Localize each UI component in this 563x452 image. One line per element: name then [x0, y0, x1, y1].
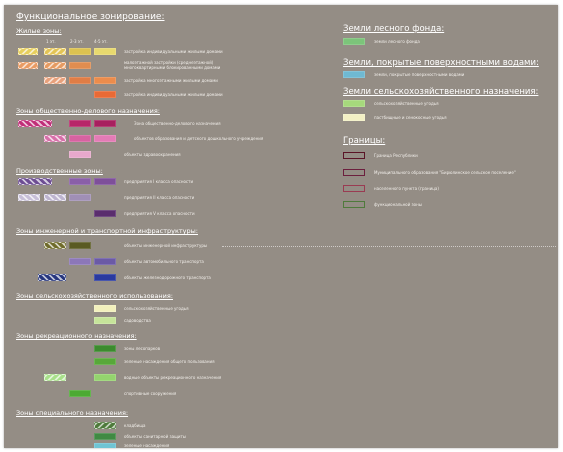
- swatch-rekr-4: [69, 390, 91, 397]
- swatch-zhilye-2c: [69, 62, 91, 69]
- label-gr-1: Граница Республики: [374, 153, 418, 158]
- section-title-sh: Земли сельскохозяйственного назначения:: [343, 87, 539, 97]
- swatch-obsh-2b: [69, 135, 91, 142]
- swatch-obsh-2a: [44, 135, 66, 142]
- label-sh-1: сельскохозяйственные угодья: [374, 101, 439, 106]
- label-proizv-3: предприятия V класса опасности: [124, 211, 195, 216]
- label-obsh-1: Зона общественно-делового назначения: [134, 121, 221, 126]
- swatch-zhilye-4: [94, 91, 116, 98]
- section-title-gr: Границы:: [343, 136, 386, 146]
- swatch-gr-3: [343, 185, 365, 192]
- swatch-proizv-2c: [69, 194, 91, 201]
- col-header-3: 4-5 эт.: [94, 39, 108, 44]
- swatch-rekr-3a: [44, 374, 66, 381]
- section-title-zhilye: Жилые зоны:: [16, 27, 62, 35]
- label-zhilye-2a: малоэтажной застройки (среднеэтажной): [124, 60, 214, 65]
- swatch-zhilye-3b: [69, 77, 91, 84]
- swatch-gr-2: [343, 169, 365, 176]
- swatch-rekr-2: [94, 358, 116, 365]
- label-zhilye-4: застройка индивидуальными жилыми домами: [124, 92, 223, 97]
- swatch-proizv-2b: [44, 194, 66, 201]
- swatch-zhilye-3c: [94, 77, 116, 84]
- swatch-sh-1: [343, 100, 365, 107]
- swatch-selhoz-1: [94, 305, 116, 312]
- section-title-inzh: Зоны инженерной и транспортной инфраструктуры:: [16, 227, 198, 235]
- swatch-spec-1: [94, 422, 116, 429]
- swatch-obsh-1b: [69, 120, 91, 127]
- section-title-rekr: Зоны рекреационного назначения:: [16, 332, 137, 340]
- swatch-zhilye-2a: [18, 62, 38, 69]
- swatch-inzh-3a: [38, 274, 66, 281]
- swatch-rekr-3b: [94, 374, 116, 381]
- swatch-zhilye-2b: [44, 62, 66, 69]
- swatch-zhilye-1d: [94, 48, 116, 55]
- swatch-spec-3: [94, 443, 116, 448]
- section-title-selhoz: Зоны сельскохозяйственного использования:: [16, 292, 173, 300]
- legend-title: Функциональное зонирование:: [16, 12, 165, 22]
- swatch-spec-2: [94, 433, 116, 440]
- label-spec-3: зеленые насаждения: [124, 443, 170, 448]
- label-inzh-2: объекты автомобильного транспорта: [124, 259, 204, 264]
- swatch-proizv-1c: [94, 178, 116, 185]
- swatch-inzh-1a: [44, 242, 66, 249]
- label-spec-1: кладбища: [124, 423, 146, 428]
- label-inzh-3: объекты железнодорожного транспорта: [124, 275, 211, 280]
- label-gr-4: функциональной зоны: [374, 202, 422, 207]
- label-rekr-2: зеленые насаждения общего пользования: [124, 359, 215, 364]
- swatch-zhilye-1a: [18, 48, 38, 55]
- swatch-obsh-1c: [94, 120, 116, 127]
- label-rekr-3: водные объекты рекреационного назначения: [124, 375, 222, 380]
- label-sh-2: пастбищные и сенокосные угодья: [374, 115, 447, 120]
- swatch-gr-1: [343, 152, 365, 159]
- label-proizv-1: предприятия I класса опасности: [124, 179, 194, 184]
- swatch-obsh-1a: [18, 120, 52, 127]
- swatch-obsh-3: [69, 151, 91, 158]
- section-title-proizv: Производственные зоны:: [16, 167, 103, 175]
- swatch-vod-1: [343, 71, 365, 78]
- label-selhoz-2: садоводства: [124, 318, 151, 323]
- label-zhilye-3: застройка многоэтажными жилыми домами: [124, 78, 218, 83]
- section-title-obsh: Зоны общественно-делового назначения:: [16, 107, 160, 115]
- swatch-inzh-2b: [94, 258, 116, 265]
- swatch-les-1: [343, 38, 365, 45]
- swatch-proizv-3: [94, 210, 116, 217]
- swatch-inzh-3b: [94, 274, 116, 281]
- legend-sheet: [4, 5, 558, 448]
- swatch-inzh-2a: [69, 258, 91, 265]
- label-vod-1: земли, покрытые поверхностными водами: [374, 72, 465, 77]
- swatch-proizv-1b: [69, 178, 91, 185]
- col-header-2: 2-3 эт.: [70, 39, 84, 44]
- swatch-rekr-1: [94, 345, 116, 352]
- swatch-zhilye-1b: [44, 48, 66, 55]
- dotted-guide-line: [222, 246, 556, 247]
- label-selhoz-1: сельскохозяйственные угодья: [124, 306, 189, 311]
- swatch-proizv-2a: [18, 194, 40, 201]
- label-gr-2: Муниципального образования "Бирюлинское сельское поселение": [374, 170, 516, 175]
- label-zhilye-1: застройка индивидуальными жилыми домами: [124, 49, 223, 54]
- label-obsh-2: объектов образования и детского дошкольного учреждения: [134, 136, 264, 141]
- swatch-inzh-1b: [69, 242, 91, 249]
- swatch-sh-2: [343, 114, 365, 121]
- label-proizv-2: предприятия II класса опасности: [124, 195, 195, 200]
- label-spec-2: объекты санитарной защиты: [124, 434, 186, 439]
- section-title-spec: Зоны специального назначения:: [16, 409, 129, 417]
- swatch-obsh-2c: [94, 135, 116, 142]
- swatch-zhilye-3a: [44, 77, 66, 84]
- label-gr-3: населенного пункта (граница): [374, 186, 439, 191]
- swatch-proizv-1a: [18, 178, 52, 185]
- swatch-gr-4: [343, 201, 365, 208]
- label-rekr-4: спортивные сооружения: [124, 391, 177, 396]
- label-zhilye-2b: многоквартирными блокированными домами: [124, 65, 221, 70]
- section-title-vod: Земли, покрытые поверхностными водами:: [343, 58, 539, 68]
- label-les-1: земли лесного фонда: [374, 39, 420, 44]
- swatch-zhilye-1c: [69, 48, 91, 55]
- section-title-les: Земли лесного фонда:: [343, 24, 445, 34]
- label-obsh-3: объекты здравоохранения: [124, 152, 181, 157]
- label-rekr-1: зоны лесопарков: [124, 346, 161, 351]
- swatch-selhoz-2: [94, 317, 116, 324]
- col-header-1: 1 эт.: [46, 39, 56, 44]
- label-inzh-1: объекты инженерной инфраструктуры: [124, 243, 208, 248]
